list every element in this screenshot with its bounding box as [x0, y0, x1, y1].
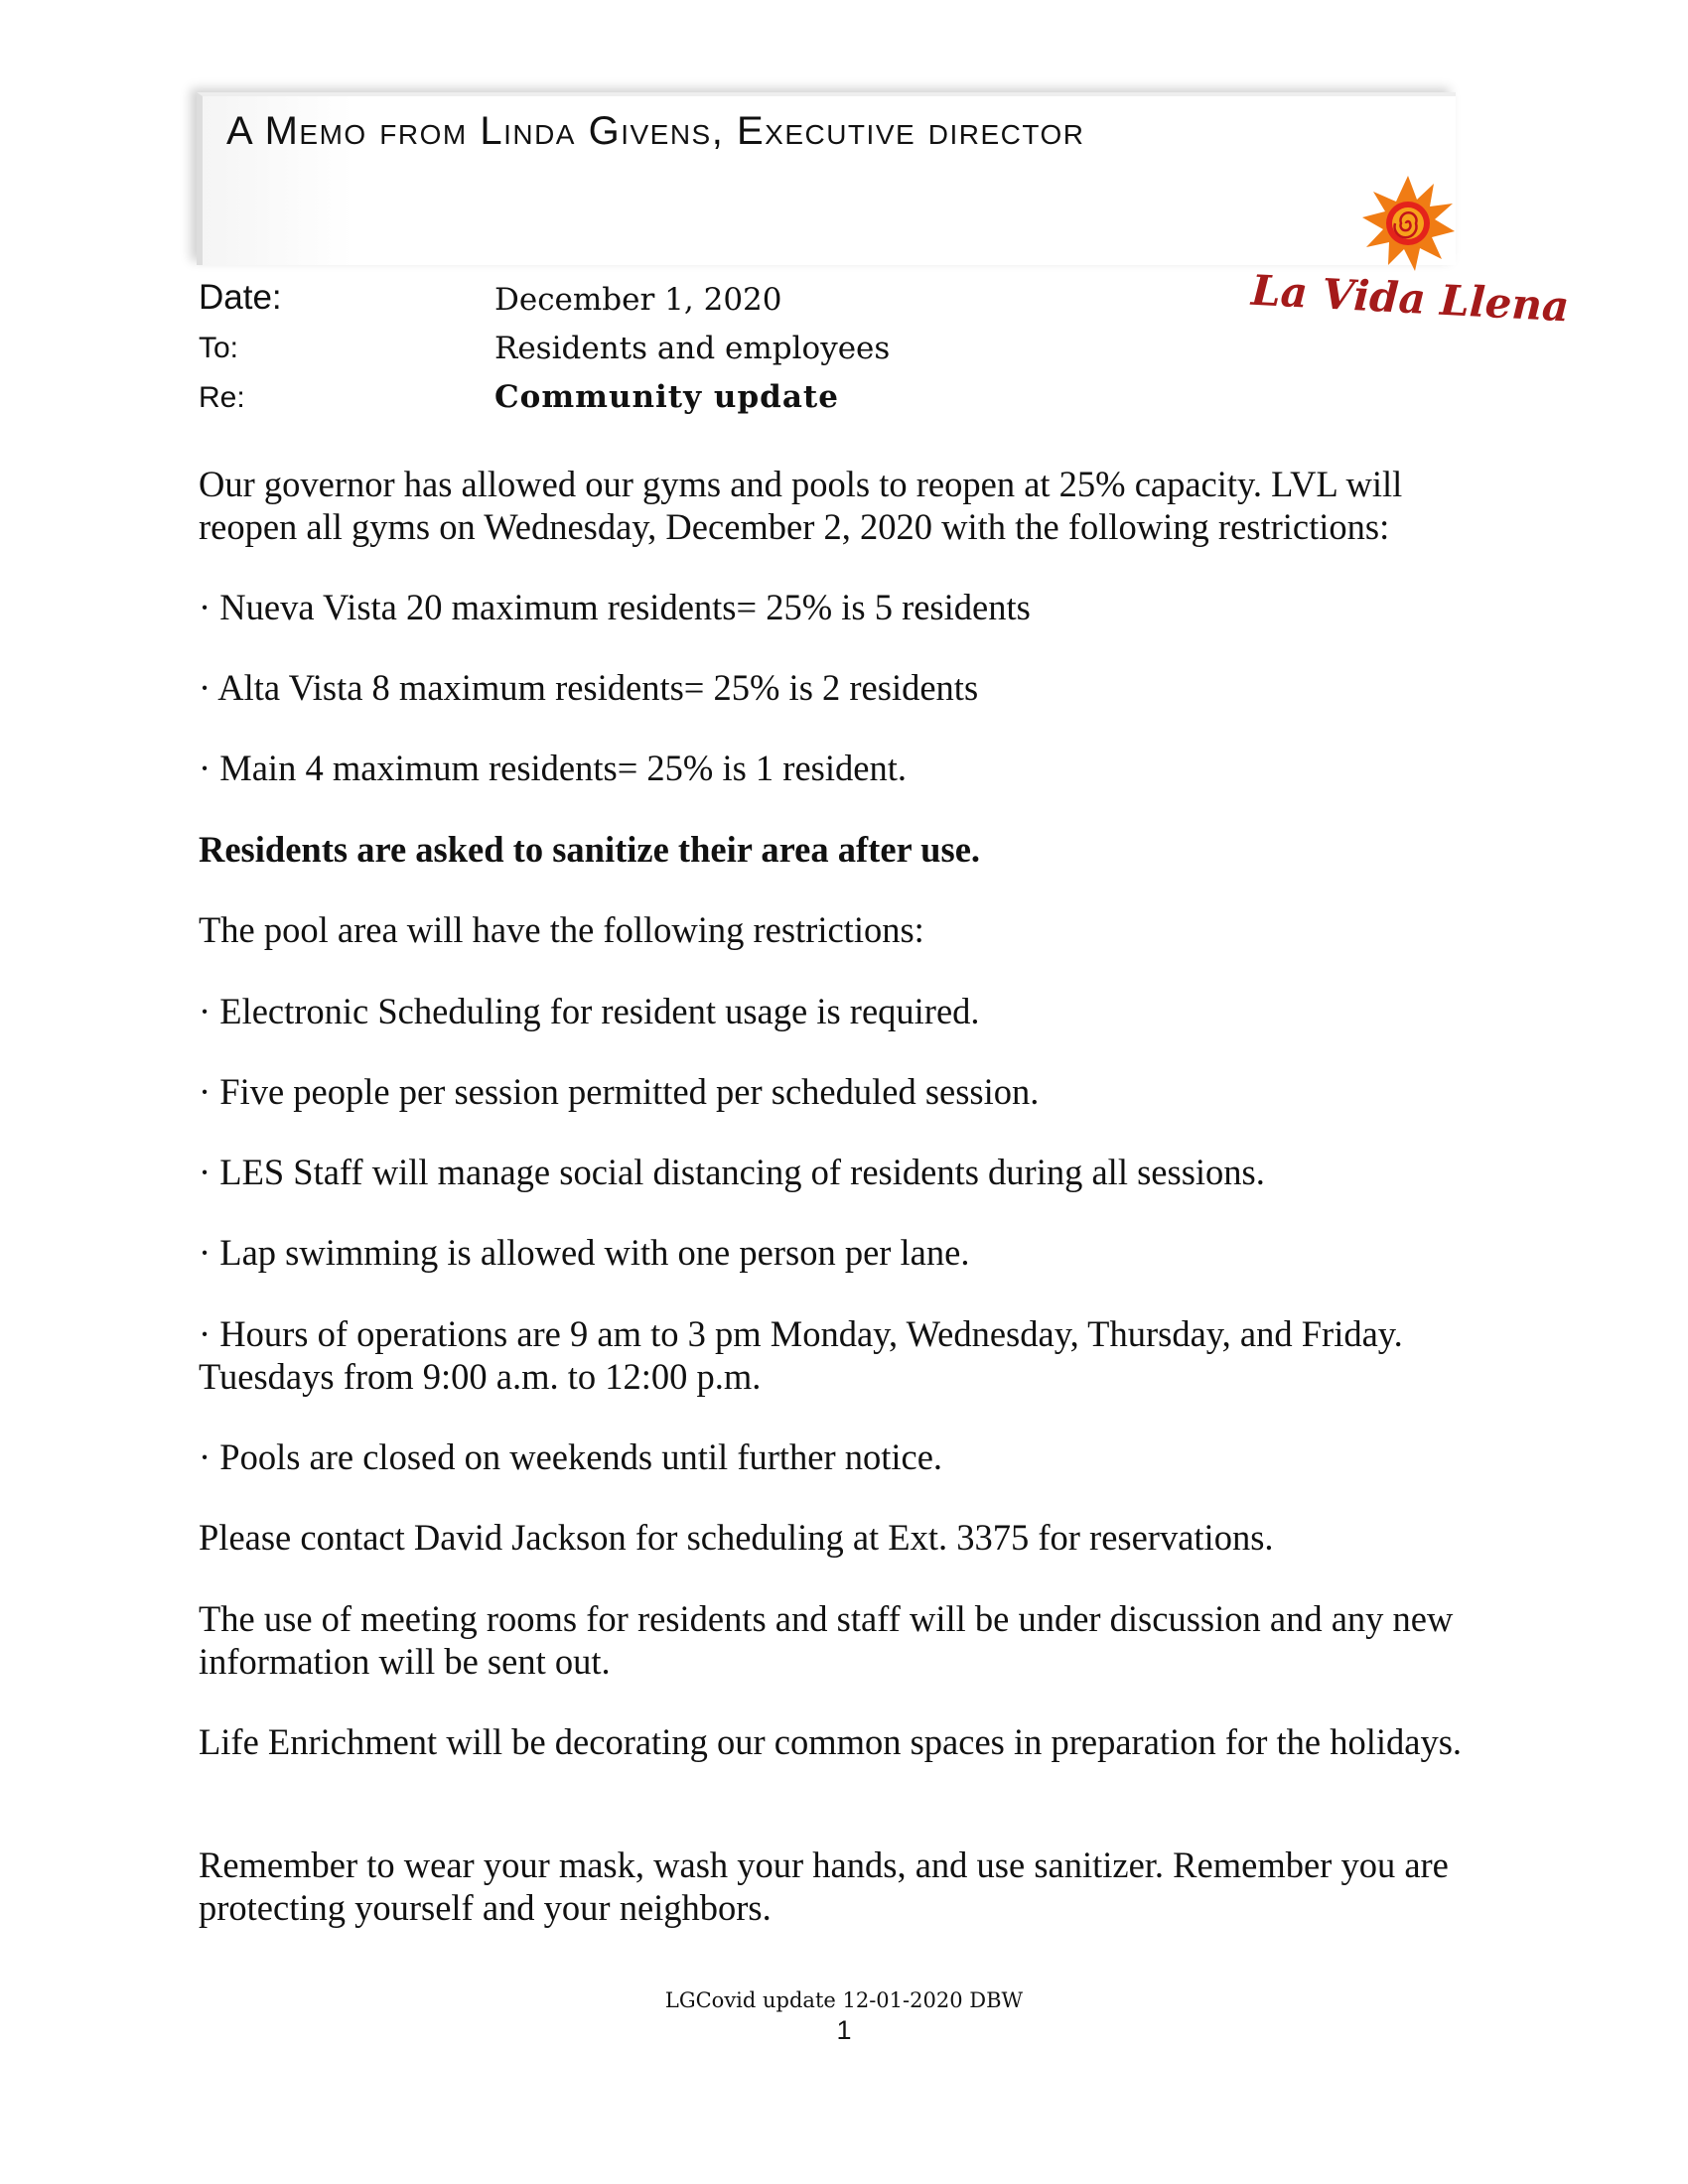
- memo-title: A Memo from Linda Givens, Executive director: [226, 109, 1085, 153]
- date-label: Date:: [199, 278, 282, 317]
- sanitize-note: Residents are asked to sanitize their area after use.: [199, 829, 981, 870]
- gym-item: · Nueva Vista 20 maximum residents= 25% is 5 residents: [199, 587, 1031, 627]
- gym-item: · Main 4 maximum residents= 25% is 1 resident.: [199, 748, 907, 788]
- pool-item: · Five people per session permitted per scheduled session.: [199, 1071, 1040, 1112]
- re-label: Re:: [199, 381, 245, 414]
- pool-item: · Lap swimming is allowed with one person per lane.: [199, 1232, 970, 1273]
- logo-text: La Vida Llena: [1250, 265, 1571, 332]
- reminder-paragraph: Remember to wear your mask, wash your hands, and use sanitizer. Remember you are protecting yourself and your neighbors.: [199, 1844, 1449, 1928]
- pool-item: · Pools are closed on weekends until further notice.: [199, 1436, 943, 1477]
- contact-paragraph: Please contact David Jackson for scheduling at Ext. 3375 for reservations.: [199, 1517, 1274, 1558]
- intro-paragraph: Our governor has allowed our gyms and pools to reopen at 25% capacity. LVL will reopen all gyms on Wednesday, December 2, 2020 with the following restrictions:: [199, 464, 1403, 547]
- meeting-rooms-paragraph: The use of meeting rooms for residents and staff will be under discussion and any new information will be sent out.: [199, 1598, 1454, 1682]
- decorating-paragraph: Life Enrichment will be decorating our common spaces in preparation for the holidays.: [199, 1721, 1463, 1762]
- pool-item: · LES Staff will manage social distancing of residents during all sessions.: [199, 1152, 1265, 1192]
- pool-intro: The pool area will have the following restrictions:: [199, 909, 924, 950]
- pool-item: · Electronic Scheduling for resident usage is required.: [199, 991, 980, 1031]
- to-label: To:: [199, 332, 239, 364]
- page-number: 1: [836, 2015, 852, 2045]
- pool-item: · Hours of operations are 9 am to 3 pm Monday, Wednesday, Thursday, and Friday. Tuesdays from 9:00 a.m. to 12:00 p.m.: [199, 1313, 1403, 1397]
- gym-item: · Alta Vista 8 maximum residents= 25% is 2 residents: [199, 667, 979, 708]
- footer-note: LGCovid update 12-01-2020 DBW: [664, 1988, 1024, 2012]
- re-value: Community update: [494, 379, 839, 415]
- la-vida-llena-logo: [1250, 174, 1571, 342]
- date-value: December 1, 2020: [494, 282, 782, 318]
- to-value: Residents and employees: [494, 331, 891, 366]
